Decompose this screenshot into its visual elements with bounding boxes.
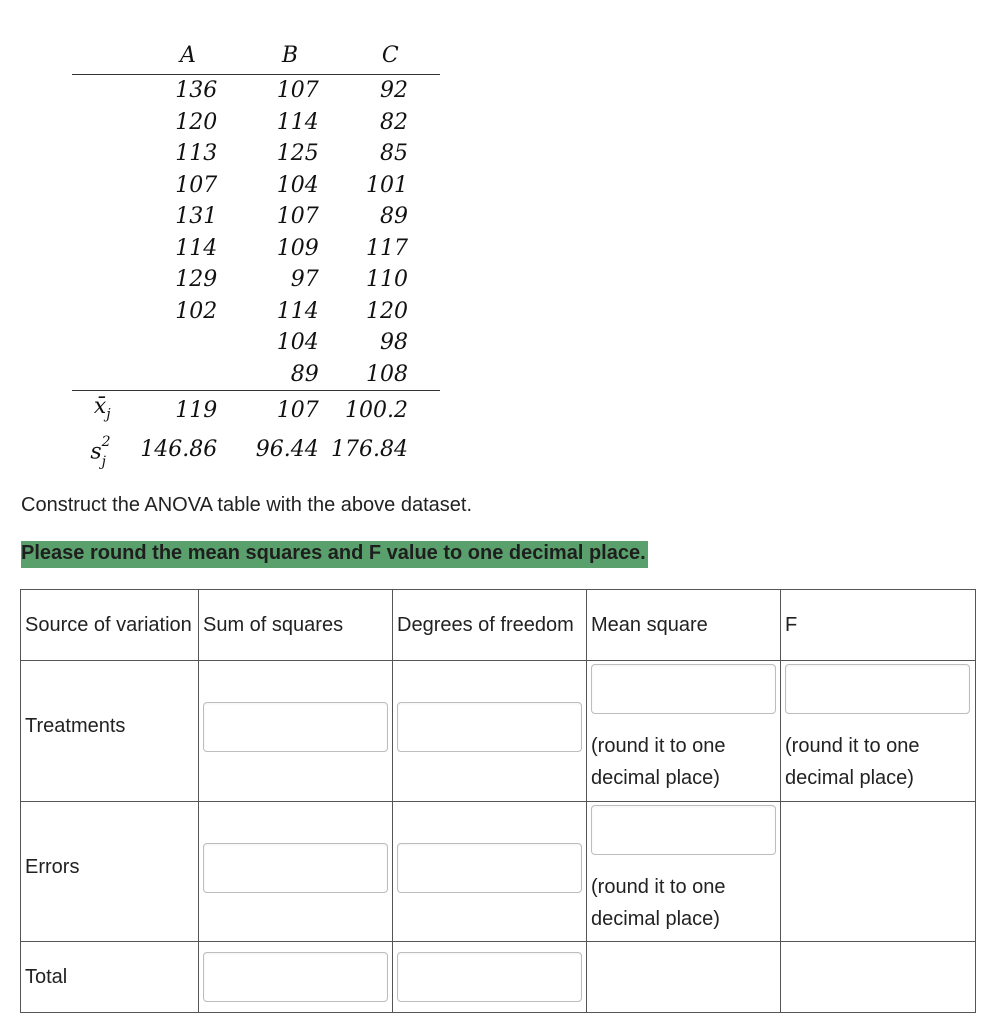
total-df-cell: [393, 942, 587, 1013]
dataset-cell-c: 82: [380, 109, 408, 135]
errors-df-input[interactable]: [397, 843, 582, 893]
treatments-ss-input[interactable]: [203, 702, 388, 752]
dataset-row-label: [72, 107, 119, 139]
errors-df-cell: [393, 802, 587, 942]
treatments-f-note: (round it to one decimal place): [785, 735, 920, 789]
dataset-header-row: [72, 38, 440, 75]
treatments-f-input[interactable]: [785, 664, 970, 714]
dataset-row: [72, 327, 440, 359]
header-sum-of-squares: Sum of squares: [199, 590, 393, 661]
dataset-row-label: [72, 201, 119, 233]
dataset-cell-a: 120: [175, 109, 218, 135]
treatments-f-cell: [781, 661, 976, 802]
treatments-df-input[interactable]: [397, 702, 582, 752]
dataset-row-label: [72, 264, 119, 296]
dataset-cell-b: 104: [276, 330, 319, 355]
treatments-ms-cell: [587, 661, 781, 802]
dataset-cell-a: 129: [175, 267, 218, 292]
dataset-cell-b: 89: [290, 361, 319, 387]
header-mean-square: Mean square: [587, 590, 781, 661]
errors-ms-note: (round it to one decimal place): [591, 876, 726, 930]
errors-ss-cell: [199, 802, 393, 942]
rounding-instruction: Please round the mean squares and F value to one decimal place.: [21, 541, 648, 568]
dataset-row-label: [72, 75, 119, 107]
variance-a: 146.86: [140, 436, 218, 462]
dataset-cell-c: 89: [380, 204, 408, 229]
dataset-row: [72, 75, 440, 107]
dataset-cell-b: 104: [276, 172, 319, 198]
dataset-table-container: [72, 38, 440, 468]
dataset-row: [72, 264, 440, 296]
dataset-cell-b: 97: [290, 267, 319, 292]
treatments-row: [21, 661, 976, 802]
treatments-ss-cell: [199, 661, 393, 802]
dataset-header-b: B: [227, 38, 324, 75]
errors-label: Errors: [21, 802, 199, 942]
dataset-cell-a: 113: [175, 141, 218, 166]
variance-b: 96.44: [255, 436, 319, 462]
dataset-row-label: [72, 359, 119, 391]
dataset-cell-c: 85: [380, 141, 408, 166]
dataset-row: [72, 233, 440, 265]
dataset-cell-a: [119, 359, 228, 391]
treatments-df-cell: [393, 661, 587, 802]
dataset-row-label: [72, 170, 119, 202]
anova-header-row: [21, 590, 976, 661]
dataset-cell-c: 108: [366, 361, 408, 387]
mean-b: 107: [227, 391, 324, 431]
dataset-cell-c: 101: [366, 172, 408, 198]
total-label: Total: [21, 942, 199, 1013]
dataset-row: [72, 107, 440, 139]
dataset-cell-a: 114: [175, 235, 218, 261]
variance-label: $s^2$ j: [90, 433, 111, 470]
errors-ss-input[interactable]: [203, 843, 388, 893]
mean-row: [72, 391, 440, 431]
variance-c: 176.84: [331, 436, 408, 462]
total-row: [21, 942, 976, 1013]
dataset-row-label: [72, 296, 119, 328]
dataset-cell-a: 107: [175, 172, 218, 198]
dataset-cell-c: 92: [380, 78, 408, 103]
dataset-cell-c: 117: [366, 235, 408, 261]
total-ss-cell: [199, 942, 393, 1013]
dataset-cell-b: 114: [276, 298, 319, 324]
dataset-row: [72, 138, 440, 170]
dataset-cell-b: 114: [276, 109, 319, 135]
dataset-row: [72, 359, 440, 391]
errors-ms-cell: [587, 802, 781, 942]
errors-row: [21, 802, 976, 942]
total-ms-cell: [587, 942, 781, 1013]
dataset-cell-b: 125: [276, 141, 319, 166]
dataset-cell-a: 131: [175, 204, 218, 229]
total-ss-input[interactable]: [203, 952, 388, 1002]
dataset-cell-b: 107: [276, 204, 319, 229]
total-df-input[interactable]: [397, 952, 582, 1002]
header-source: Source of variation: [21, 590, 199, 661]
dataset-cell-b: 107: [276, 78, 319, 103]
errors-ms-input[interactable]: [591, 805, 776, 855]
header-f: F: [781, 590, 976, 661]
dataset-cell-a: 102: [175, 298, 218, 324]
header-degrees-of-freedom: Degrees of freedom: [393, 590, 587, 661]
dataset-table: [72, 38, 440, 468]
dataset-cell-b: 109: [276, 235, 319, 261]
dataset-row-label: [72, 233, 119, 265]
dataset-header-a: A: [119, 38, 228, 75]
errors-f-cell: [781, 802, 976, 942]
mean-a: 119: [119, 391, 228, 431]
dataset-cell-a: 136: [175, 78, 218, 103]
dataset-row: [72, 201, 440, 233]
treatments-label: Treatments: [21, 661, 199, 802]
mean-c: 100.2: [325, 391, 440, 431]
dataset-cell-c: 110: [366, 267, 408, 292]
dataset-row: [72, 296, 440, 328]
dataset-cell-c: 120: [366, 298, 408, 324]
treatments-ms-input[interactable]: [591, 664, 776, 714]
dataset-header-c: C: [325, 38, 440, 75]
dataset-row-label: [72, 327, 119, 359]
question-prompt: Construct the ANOVA table with the above dataset.: [21, 494, 473, 516]
dataset-cell-a: [119, 327, 228, 359]
dataset-cell-c: 98: [380, 330, 408, 355]
total-f-cell: [781, 942, 976, 1013]
anova-table: [20, 589, 976, 1013]
treatments-ms-note: (round it to one decimal place): [591, 735, 726, 789]
dataset-header-empty: [72, 38, 119, 75]
dataset-row-label: [72, 138, 119, 170]
variance-row: [72, 431, 440, 468]
dataset-row: [72, 170, 440, 202]
mean-label: $x̄_j$: [72, 391, 119, 431]
